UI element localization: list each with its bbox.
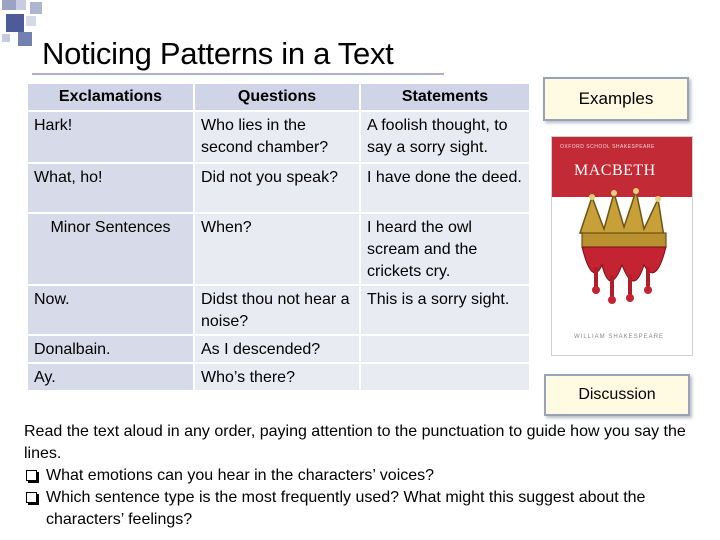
discussion-label: Discussion	[578, 386, 656, 403]
macbeth-book-cover	[551, 136, 693, 356]
table-cell: Who’s there?	[194, 363, 360, 391]
question-text: Which sentence type is the most frequently used? What might this suggest about the characters’ feelings?	[46, 489, 646, 528]
table-cell: Now.	[28, 285, 194, 335]
table-cell	[360, 363, 530, 391]
table-cell: Didst thou not hear a noise?	[194, 285, 360, 335]
table-row	[28, 111, 530, 163]
table-cell: I heard the owl scream and the crickets cry.	[360, 213, 530, 285]
page-title: Noticing Patterns in a Text	[42, 36, 394, 71]
table-header-row	[28, 84, 530, 111]
table-cell: Hark!	[28, 111, 194, 163]
header-statements: Statements	[360, 84, 530, 111]
question-text: What emotions can you hear in the characters’ voices?	[46, 467, 435, 484]
checkbox-bullet-icon	[26, 492, 37, 503]
discussion-text	[24, 421, 714, 531]
cover-title: MACBETH	[574, 162, 656, 179]
table-row	[28, 285, 530, 335]
table-cell: Minor Sentences	[28, 213, 194, 285]
table-row	[28, 213, 530, 285]
discussion-box	[544, 374, 690, 416]
table-cell: What, ho!	[28, 163, 194, 213]
examples-label: Examples	[578, 89, 654, 108]
examples-box	[543, 77, 689, 121]
cover-author: WILLIAM SHAKESPEARE	[574, 334, 665, 340]
table-row	[28, 363, 530, 391]
table-cell: Did not you speak?	[194, 163, 360, 213]
header-questions: Questions	[194, 84, 360, 111]
table-cell: Who lies in the second chamber?	[194, 111, 360, 163]
table-row	[28, 335, 530, 363]
table-cell: This is a sorry sight.	[360, 285, 530, 335]
question-item	[24, 487, 714, 531]
table-cell: Ay.	[28, 363, 194, 391]
title-underline	[32, 73, 444, 75]
sentence-types-table	[28, 84, 531, 392]
instruction-text: Read the text aloud in any order, paying attention to the punctuation to guide how you say the lines.	[24, 423, 686, 462]
table-cell: I have done the deed.	[360, 163, 530, 213]
table-cell	[360, 335, 530, 363]
crown-image	[552, 137, 692, 355]
checkbox-bullet-icon	[26, 470, 37, 481]
question-item	[24, 465, 714, 487]
table-cell: Donalbain.	[28, 335, 194, 363]
cover-series: OXFORD SCHOOL SHAKESPEARE	[560, 144, 655, 150]
table-row	[28, 163, 530, 213]
header-exclamations: Exclamations	[28, 84, 194, 111]
table-cell: A foolish thought, to say a sorry sight.	[360, 111, 530, 163]
table-cell: As I descended?	[194, 335, 360, 363]
table-cell: When?	[194, 213, 360, 285]
